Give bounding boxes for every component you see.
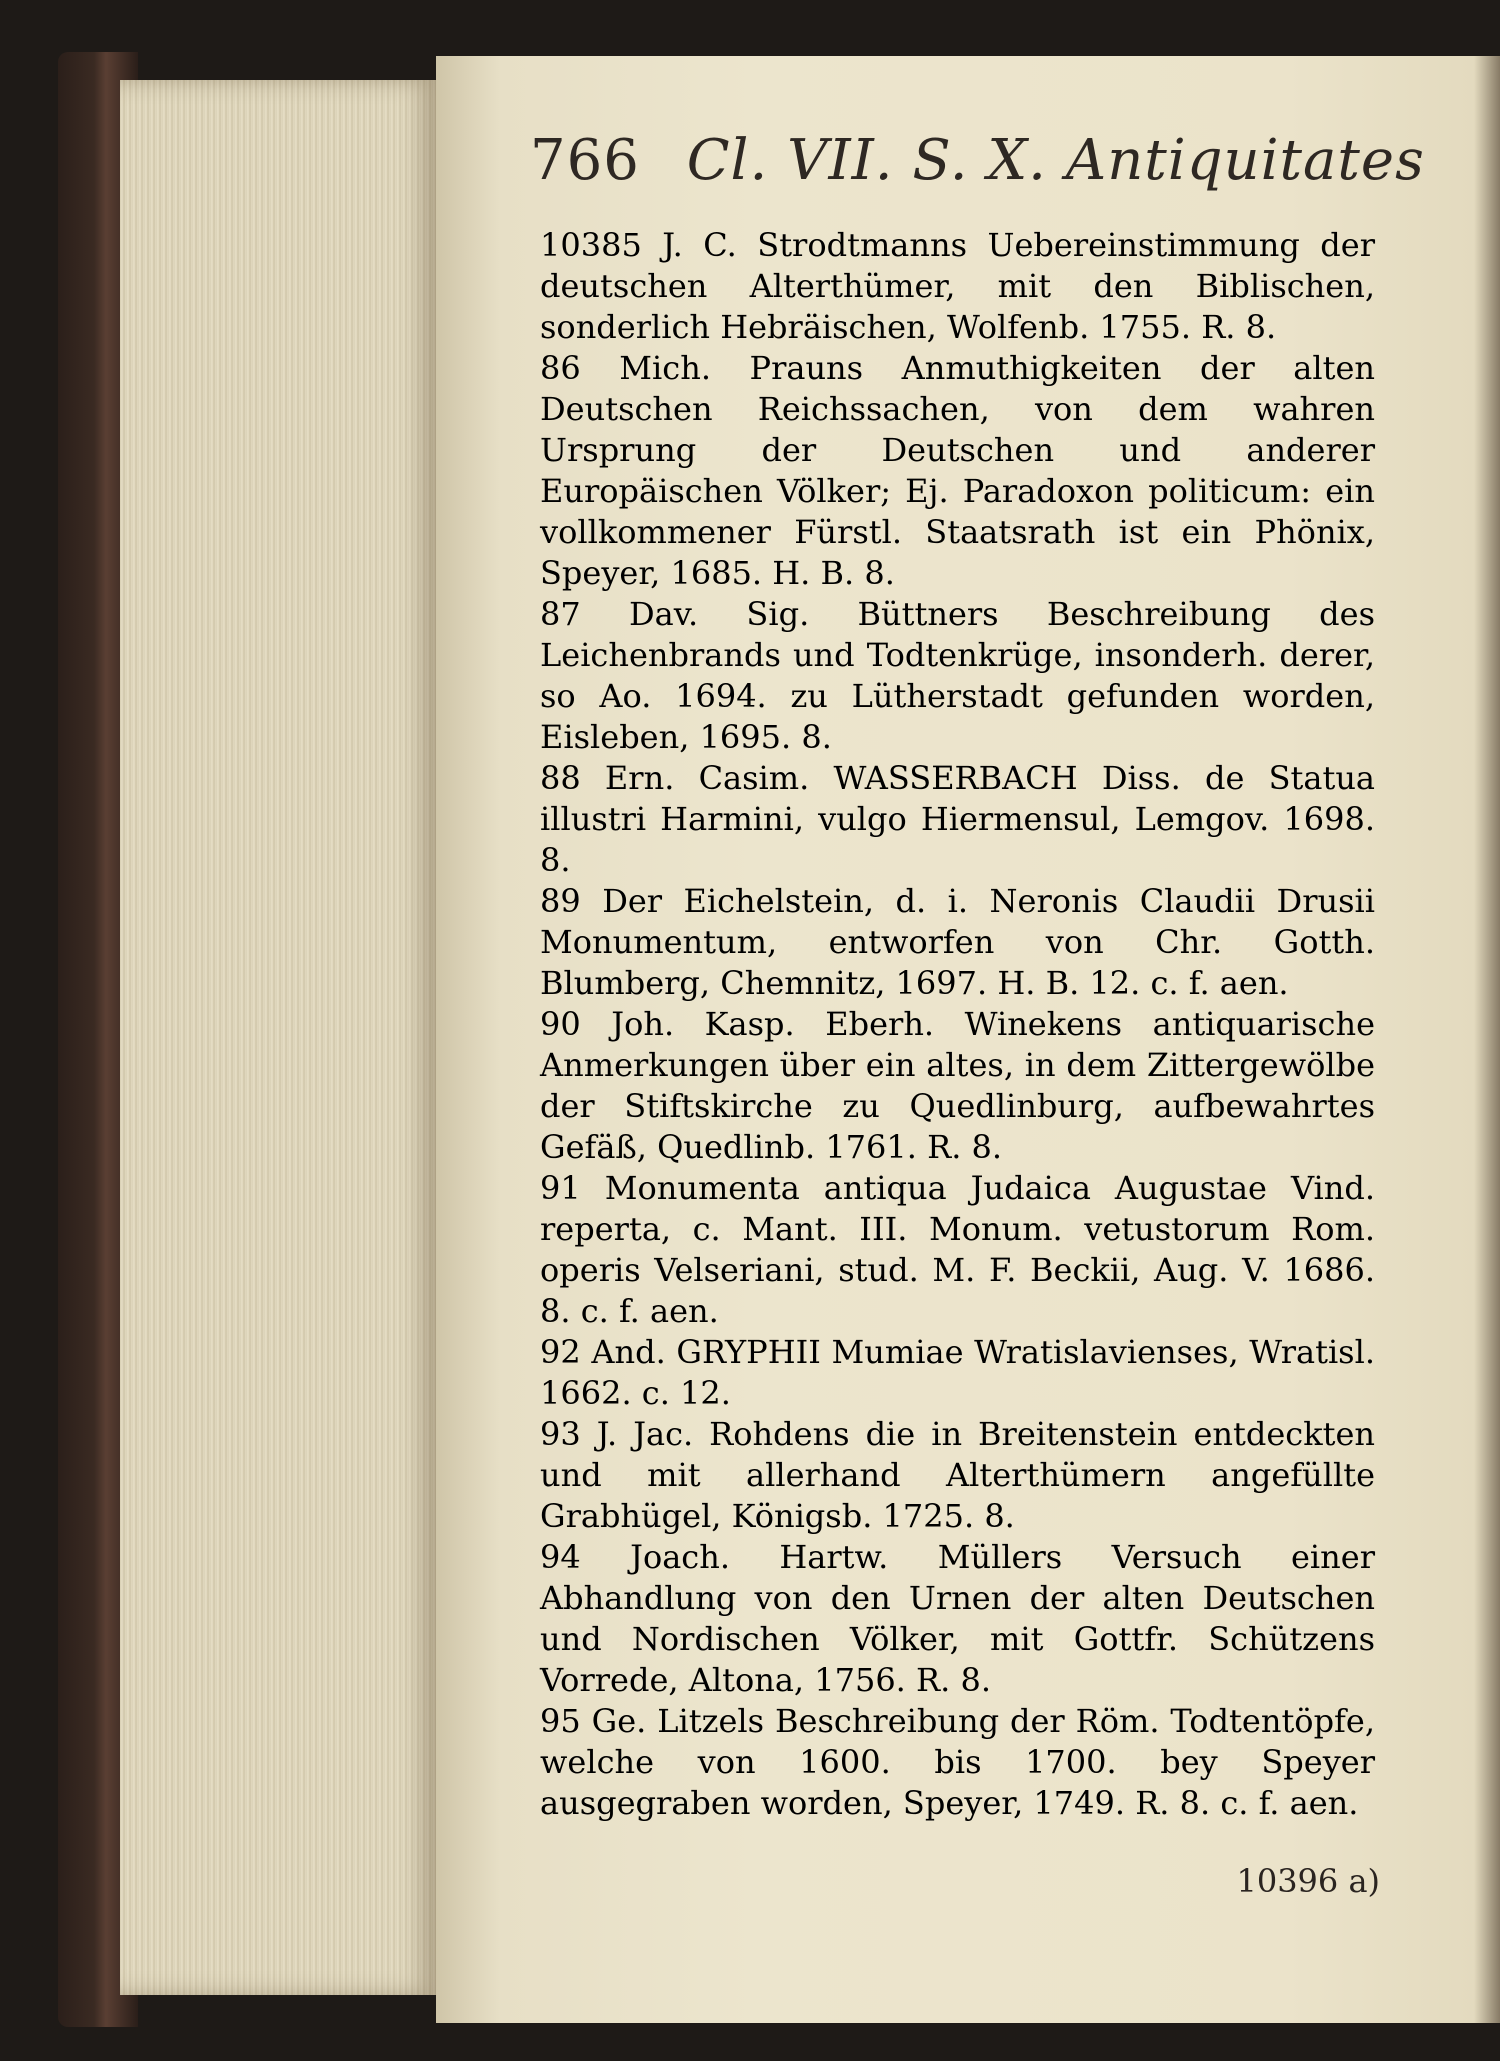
entry-number: 10385 bbox=[540, 226, 642, 264]
entry-text: And. GRYPHII Mumiae Wratislavienses, Wratisl. 1662. c. 12. bbox=[540, 1333, 1375, 1412]
entry-list bbox=[540, 225, 1375, 1824]
entry-text: Der Eichelstein, d. i. Neronis Claudii Drusii Monumentum, entworfen von Chr. Gotth. Blumberg, Chemnitz, 1697. H. B. 12. c. f. aen. bbox=[540, 882, 1376, 1002]
entry-text: Joach. Hartw. Müllers Versuch einer Abhandlung von den Urnen der alten Deutschen und Nordischen Völker, mit Gottfr. Schützens Vorrede, Altona, 1756. R. 8. bbox=[540, 1538, 1376, 1699]
running-head bbox=[530, 128, 1430, 218]
page-stack bbox=[120, 80, 440, 1995]
page-number: 766 bbox=[530, 128, 640, 193]
entry-text: Ge. Litzels Beschreibung der Röm. Todtentöpfe, welche von 1600. bis 1700. bey Speyer ausgegraben worden, Speyer, 1749. R. 8. c. f. aen. bbox=[540, 1702, 1376, 1822]
entry-number: 91 bbox=[540, 1169, 581, 1207]
entry-text: J. C. Strodtmanns Uebereinstimmung der deutschen Alterthümer, mit den Biblischen, sonderlich Hebräischen, Wolfenb. 1755. R. 8. bbox=[540, 226, 1376, 346]
entry-text: Mich. Prauns Anmuthigkeiten der alten Deutschen Reichssachen, von dem wahren Ursprung der Deutschen und anderer Europäischen Völker; Ej. Paradoxon politicum: ein vollkommener Fürstl. Staatsrath ist ein Phönix, Speyer, 1685. H. B. 8. bbox=[540, 349, 1376, 592]
entry-number: 90 bbox=[540, 1005, 581, 1043]
list-item bbox=[540, 881, 1375, 1004]
list-item bbox=[540, 1004, 1375, 1168]
page-gutter-shadow bbox=[1474, 56, 1500, 2023]
entry-number: 86 bbox=[540, 349, 581, 387]
entry-number: 89 bbox=[540, 882, 581, 920]
entry-number: 87 bbox=[540, 595, 581, 633]
entry-text: Dav. Sig. Büttners Beschreibung des Leichenbrands und Todtenkrüge, insonderh. derer, so Ao. 1694. zu Lütherstadt gefunden worden, Eisleben, 1695. 8. bbox=[540, 595, 1376, 756]
list-item bbox=[540, 225, 1375, 348]
entry-number: 94 bbox=[540, 1538, 581, 1576]
page-title: Cl. VII. S. X. Antiquitates bbox=[686, 128, 1425, 193]
list-item bbox=[540, 348, 1375, 594]
entry-number: 92 bbox=[540, 1333, 581, 1371]
list-item bbox=[540, 758, 1375, 881]
list-item bbox=[540, 1414, 1375, 1537]
catchword: 10396 a) bbox=[1236, 1862, 1380, 1900]
list-item bbox=[540, 1537, 1375, 1701]
entry-text: J. Jac. Rohdens die in Breitenstein entdeckten und mit allerhand Alterthümern angefüllte Grabhügel, Königsb. 1725. 8. bbox=[540, 1415, 1376, 1535]
entry-text: Joh. Kasp. Eberh. Winekens antiquarische Anmerkungen über ein altes, in dem Zittergewölbe der Stiftskirche zu Quedlinburg, aufbewahrtes Gefäß, Quedlinb. 1761. R. 8. bbox=[540, 1005, 1376, 1166]
entry-number: 93 bbox=[540, 1415, 581, 1453]
entry-number: 88 bbox=[540, 759, 581, 797]
entry-number: 95 bbox=[540, 1702, 581, 1740]
entry-text: Monumenta antiqua Judaica Augustae Vind. reperta, c. Mant. III. Monum. vetustorum Rom. operis Velseriani, stud. M. F. Beckii, Aug. V. 1686. 8. c. f. aen. bbox=[540, 1169, 1376, 1330]
list-item bbox=[540, 594, 1375, 758]
list-item bbox=[540, 1168, 1375, 1332]
entry-text: Ern. Casim. WASSERBACH Diss. de Statua illustri Harmini, vulgo Hiermensul, Lemgov. 1698. 8. bbox=[540, 759, 1375, 879]
list-item bbox=[540, 1332, 1375, 1414]
list-item bbox=[540, 1701, 1375, 1824]
